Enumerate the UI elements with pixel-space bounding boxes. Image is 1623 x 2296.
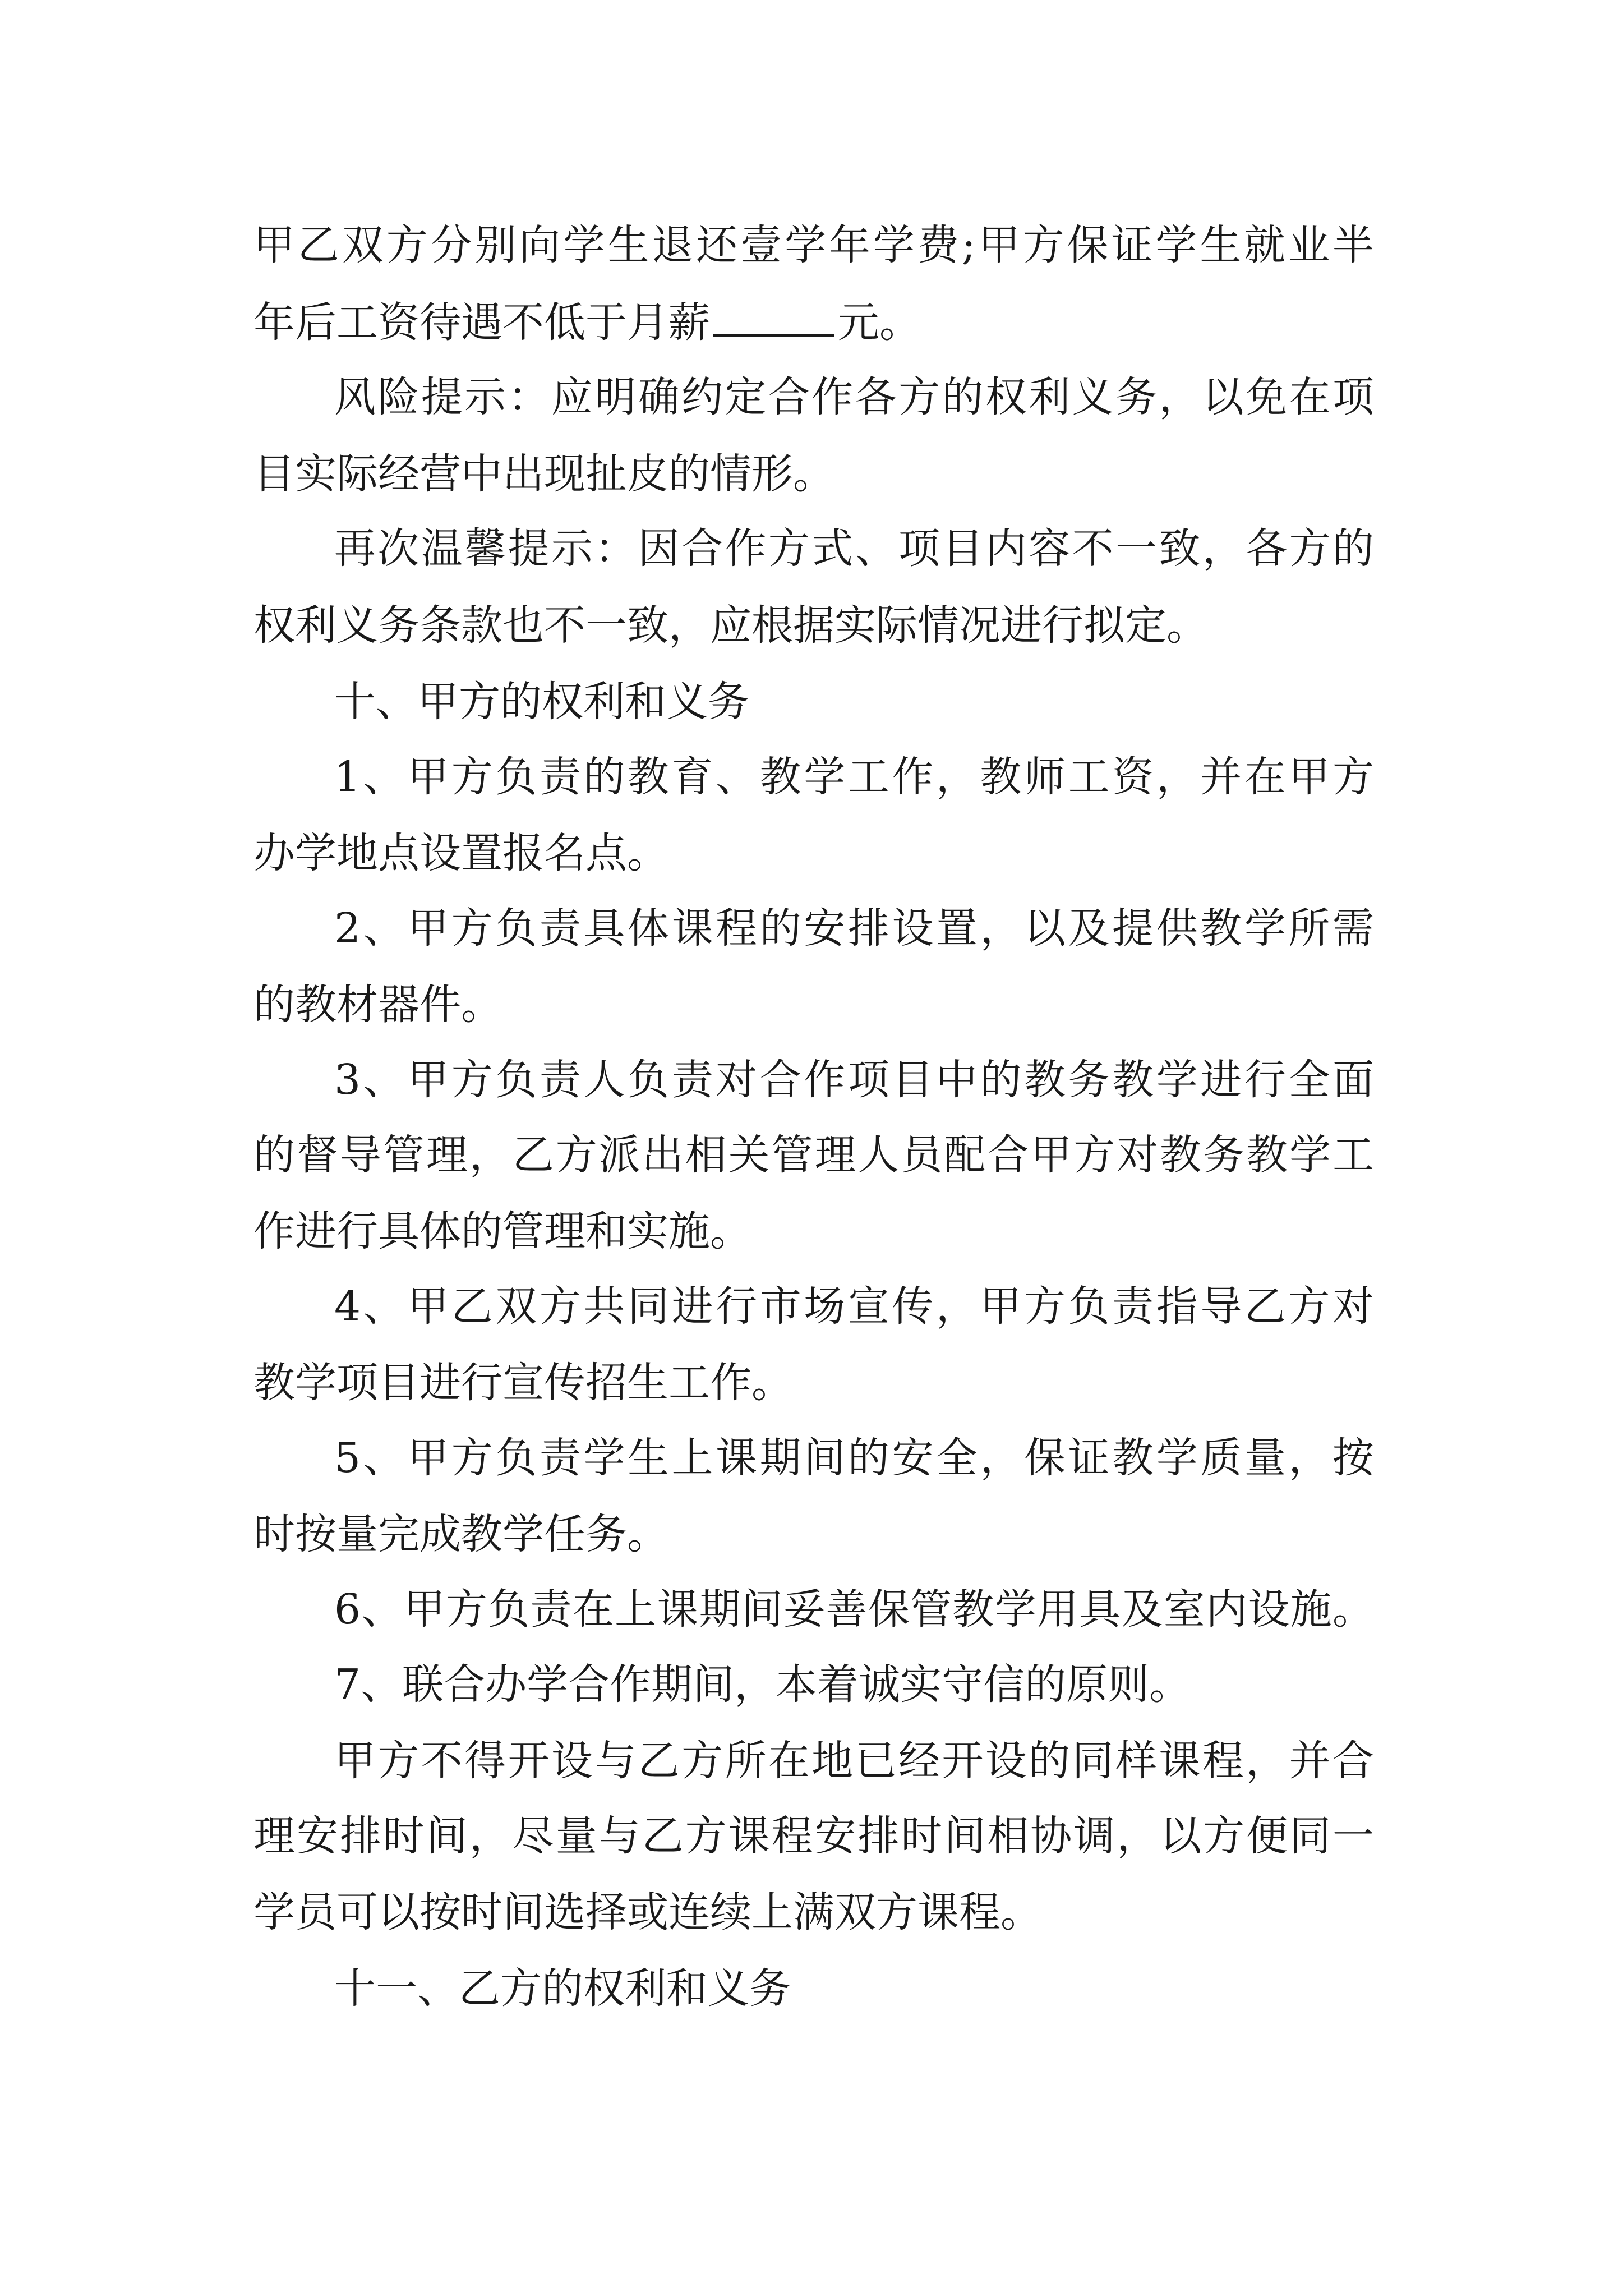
paragraph-line (0, 361, 1623, 434)
paragraph-line (0, 438, 1623, 510)
section-heading (0, 665, 1623, 738)
paragraph-line (0, 1119, 1623, 1191)
paragraph-line (0, 1724, 1623, 1797)
line-text: 目实际经营中出现扯皮的情形。 (253, 450, 834, 498)
line-text: 教学项目进行宣传招生工作。 (253, 1359, 793, 1407)
line-text: 3、甲方负责人负责对合作项目中的教务教学进行全面 (334, 1056, 1374, 1104)
paragraph-line (0, 892, 1623, 965)
line-text: 办学地点设置报名点。 (253, 829, 668, 877)
line-text: 权利义务条款也不一致，应根据实际情况进行拟定。 (253, 601, 1208, 650)
line-text: 1、甲方负责的教育、教学工作，教师工资，并在甲方 (334, 753, 1374, 801)
salary-blank (713, 295, 834, 337)
section-heading (0, 1952, 1623, 2025)
paragraph-line (0, 1195, 1623, 1268)
paragraph-line (0, 1573, 1623, 1646)
line-text: 的教材器件。 (253, 981, 502, 1029)
line-text: 理安排时间，尽量与乙方课程安排时间相协调，以方便同一 (253, 1812, 1374, 1860)
paragraph-line (0, 1876, 1623, 1949)
paragraph-line (0, 1800, 1623, 1872)
line-text: 学员可以按时间选择或连续上满双方课程。 (253, 1888, 1042, 1936)
heading-text: 十一、乙方的权利和义务 (334, 1964, 791, 2013)
line-text: 5、甲方负责学生上课期间的安全，保证教学质量，按 (334, 1434, 1374, 1482)
line-text: 6、甲方负责在上课期间妥善保管教学用具及室内设施。 (334, 1585, 1374, 1634)
paragraph-line (0, 817, 1623, 890)
paragraph-line (0, 512, 1623, 585)
paragraph-line (0, 286, 1623, 359)
paragraph-line (0, 1648, 1623, 1721)
line-text: 作进行具体的管理和实施。 (253, 1207, 751, 1255)
line-text: 7、联合办学合作期间，本着诚实守信的原则。 (334, 1660, 1191, 1709)
paragraph-line (0, 968, 1623, 1041)
paragraph-line (0, 740, 1623, 813)
paragraph-line (0, 1346, 1623, 1419)
paragraph-line (0, 1421, 1623, 1494)
line-text: 年后工资待遇不低于月薪 (253, 298, 710, 347)
line-text: 的督导管理，乙方派出相关管理人员配合甲方对教务教学工 (253, 1131, 1374, 1179)
paragraph-line (0, 1043, 1623, 1116)
line-text: 2、甲方负责具体课程的安排设置，以及提供教学所需 (334, 904, 1374, 953)
line-text: 元。 (838, 298, 921, 347)
heading-text: 十、甲方的权利和义务 (334, 678, 749, 726)
line-text: 甲乙双方分别向学生退还壹学年学费;甲方保证学生就业半 (253, 221, 1374, 269)
paragraph-line (0, 1498, 1623, 1571)
paragraph-line (0, 589, 1623, 662)
paragraph-line (0, 209, 1623, 282)
line-text: 风险提示：应明确约定合作各方的权利义务，以免在项 (334, 373, 1374, 421)
line-text: 时按量完成教学任务。 (253, 1510, 668, 1558)
line-text: 4、甲乙双方共同进行市场宣传，甲方负责指导乙方对 (334, 1282, 1374, 1331)
line-text: 甲方不得开设与乙方所在地已经开设的同样课程，并合 (334, 1737, 1374, 1785)
paragraph-line (0, 1270, 1623, 1343)
line-text: 再次温馨提示：因合作方式、项目内容不一致，各方的 (334, 524, 1374, 573)
